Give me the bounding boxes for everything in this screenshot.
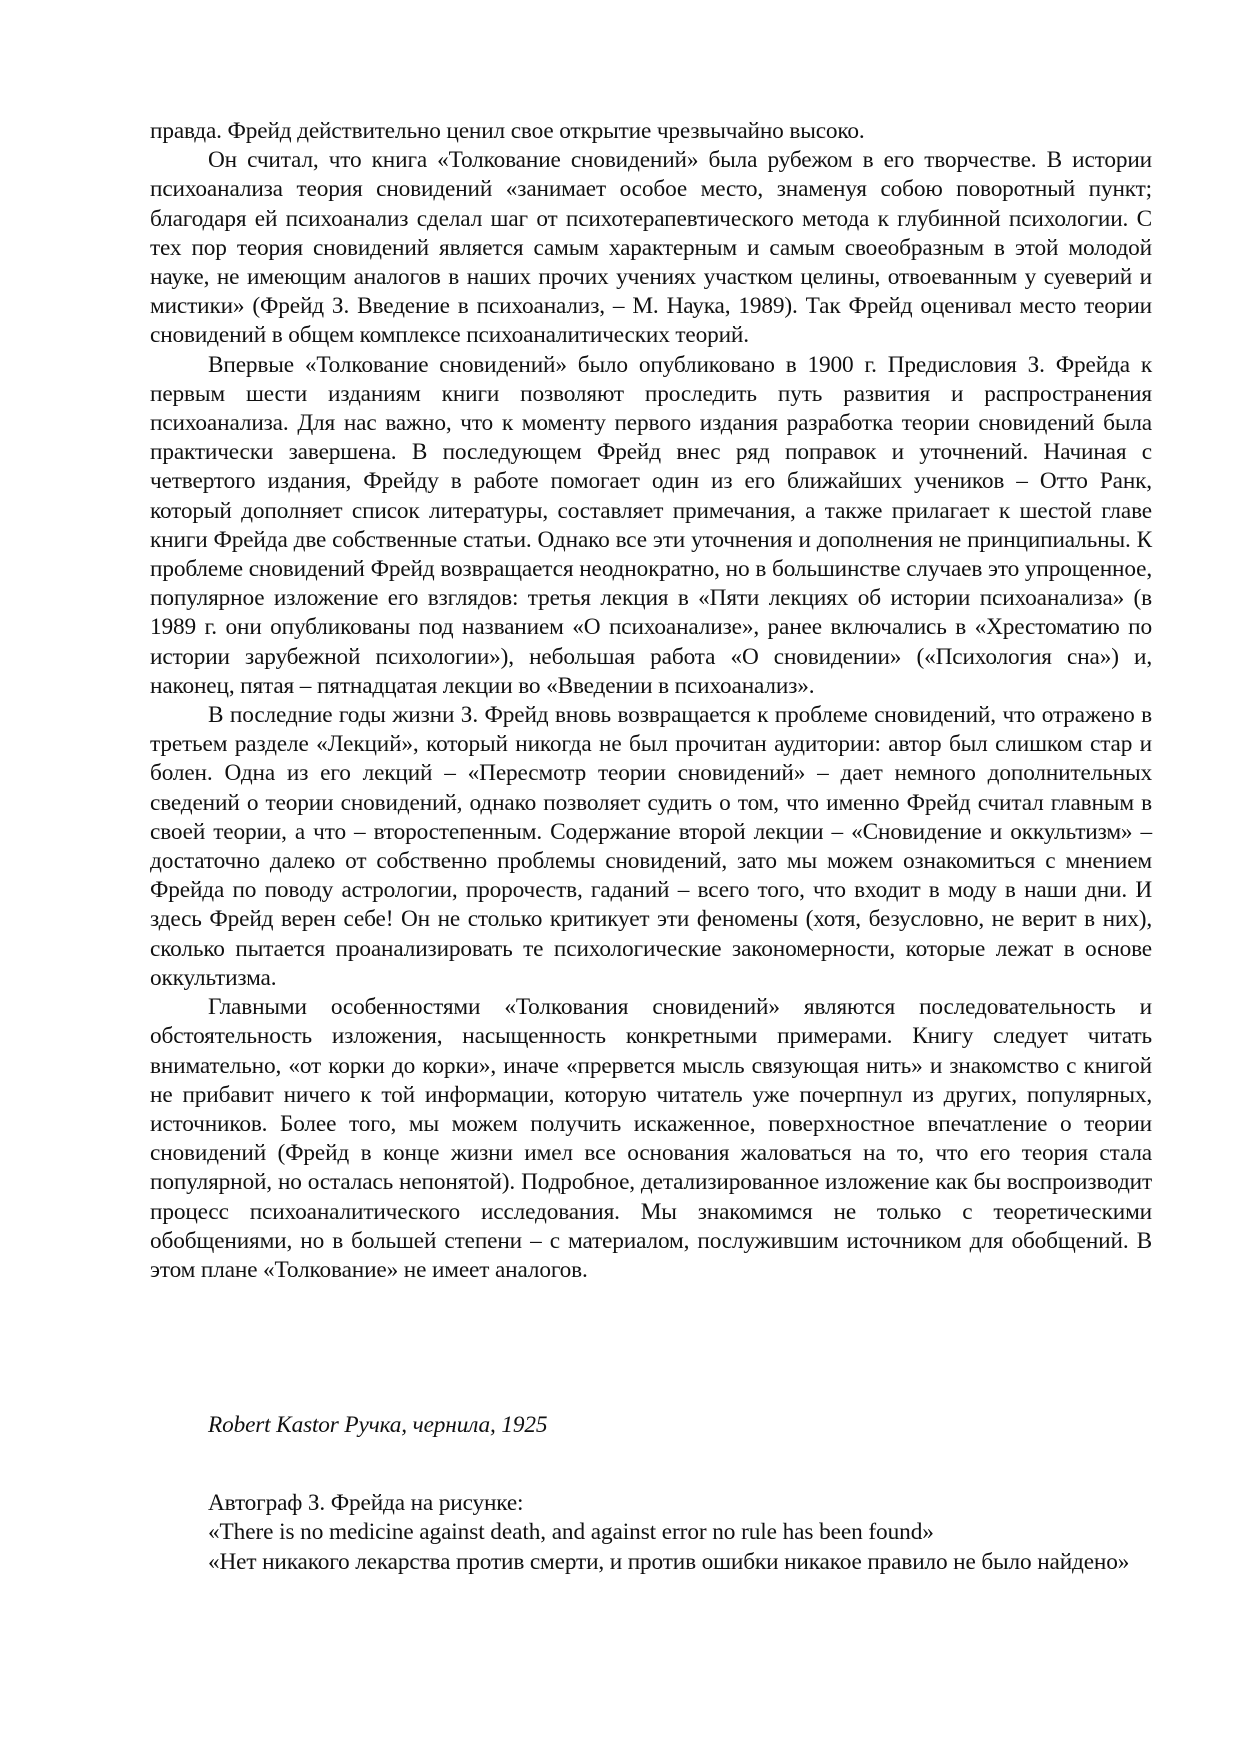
illustration-credit: Robert Kastor Ручка, чернила, 1925 [208,1412,548,1438]
autograph-quote-english: «There is no medicine against death, and against error no rule has been found» [208,1519,934,1546]
paragraph-1: правда. Фрейд действительно ценил свое открытие чрезвычайно высоко. [150,118,865,144]
paragraph-2: Он считал, что книга «Толкование сновидений» была рубежом в его творчестве. В истории психоанализа теория сновидений «занимает особое место, знаменуя собою поворотный пункт; благодаря ей психоанализ сделал шаг от психотерапевтического метода к глубинной психологии. С тех пор теория сновидений является самым характерным и самым своеобразным в этой молодой науке, не имеющим аналогов в наших прочих учениях участком целины, отвоеванным у суеверий и мистики» (Фрейд З. Введение в психоанализ, – М. Наука, 1989). Так Фрейд оценивал место теории сновидений в общем комплексе психоаналитических теорий. [150,147,1152,349]
autograph-quote-russian: «Нет никакого лекарства против смерти, и против ошибки никакое правило не было найдено» [208,1548,1130,1575]
paragraph-3: Впервые «Толкование сновидений» было опубликовано в 1900 г. Предисловия З. Фрейда к первым шести изданиям книги позволяют проследить путь развития и распространения психоанализа. Для нас важно, что к моменту первого издания разработка теории сновидений была практически завершена. В последующем Фрейд внес ряд поправок и уточнений. Начиная с четвертого издания, Фрейду в работе помогает один из его ближайших учеников – Отто Ранк, который дополняет список литературы, составляет примечания, а также прилагает к шестой главе книги Фрейда две собственные статьи. Однако все эти уточнения и дополнения не принципиальны. К проблеме сновидений Фрейд возвращается неоднократно, но в большинстве случаев это упрощенное, популярное изложение его взглядов: третья лекция в «Пяти лекциях об истории психоанализа» (в 1989 г. они опубликованы под названием «О психоанализе», ранее включались в «Хрестоматию по истории зарубежной психологии»), небольшая работа «О сновидении» («Психология сна») и, наконец, пятая – пятнадцатая лекции во «Введении в психоанализ». [150,351,1152,699]
paragraph-4: В последние годы жизни З. Фрейд вновь возвращается к проблеме сновидений, что отражено в третьем разделе «Лекций», который никогда не был прочитан аудитории: автор был слишком стар и болен. Одна из его лекций – «Пересмотр теории сновидений» – дает немного дополнительных сведений о теории сновидений, однако позволяет судить о том, что именно Фрейд считал главным в своей теории, а что – второстепенным. Содержание второй лекции – «Сновидение и оккультизм» – достаточно далеко от собственно проблемы сновидений, зато мы можем ознакомиться с мнением Фрейда по поводу астрологии, пророчеств, гаданий – всего того, что входит в моду в наши дни. И здесь Фрейд верен себе! Он не столько критикует эти феномены (хотя, безусловно, не верит в них), сколько пытается проанализировать те психологические закономерности, которые лежат в основе оккультизма. [150,702,1152,991]
body-text [150,117,1152,1285]
autograph-label: Автограф З. Фрейда на рисунке: [208,1490,524,1517]
illustration-caption [150,1411,1152,1577]
paragraph-5: Главными особенностями «Толкования сновидений» являются последовательность и обстоятельность изложения, насыщенность конкретными примерами. Книгу следует читать внимательно, «от корки до корки», иначе «прервется мысль связующая нить» и знакомство с книгой не прибавит ничего к той информации, которую читатель уже почерпнул из других, популярных, источников. Более того, мы можем получить искаженное, поверхностное впечатление о теории сновидений (Фрейд в конце жизни имел все основания жаловаться на то, что его теория стала популярной, но осталась непонятой). Подробное, детализированное изложение как бы воспроизводит процесс психоаналитического исследования. Мы знакомимся не только с теоретическими обобщениями, но в большей степени – с материалом, послужившим источником для обобщений. В этом плане «Толкование» не имеет аналогов. [150,994,1152,1283]
